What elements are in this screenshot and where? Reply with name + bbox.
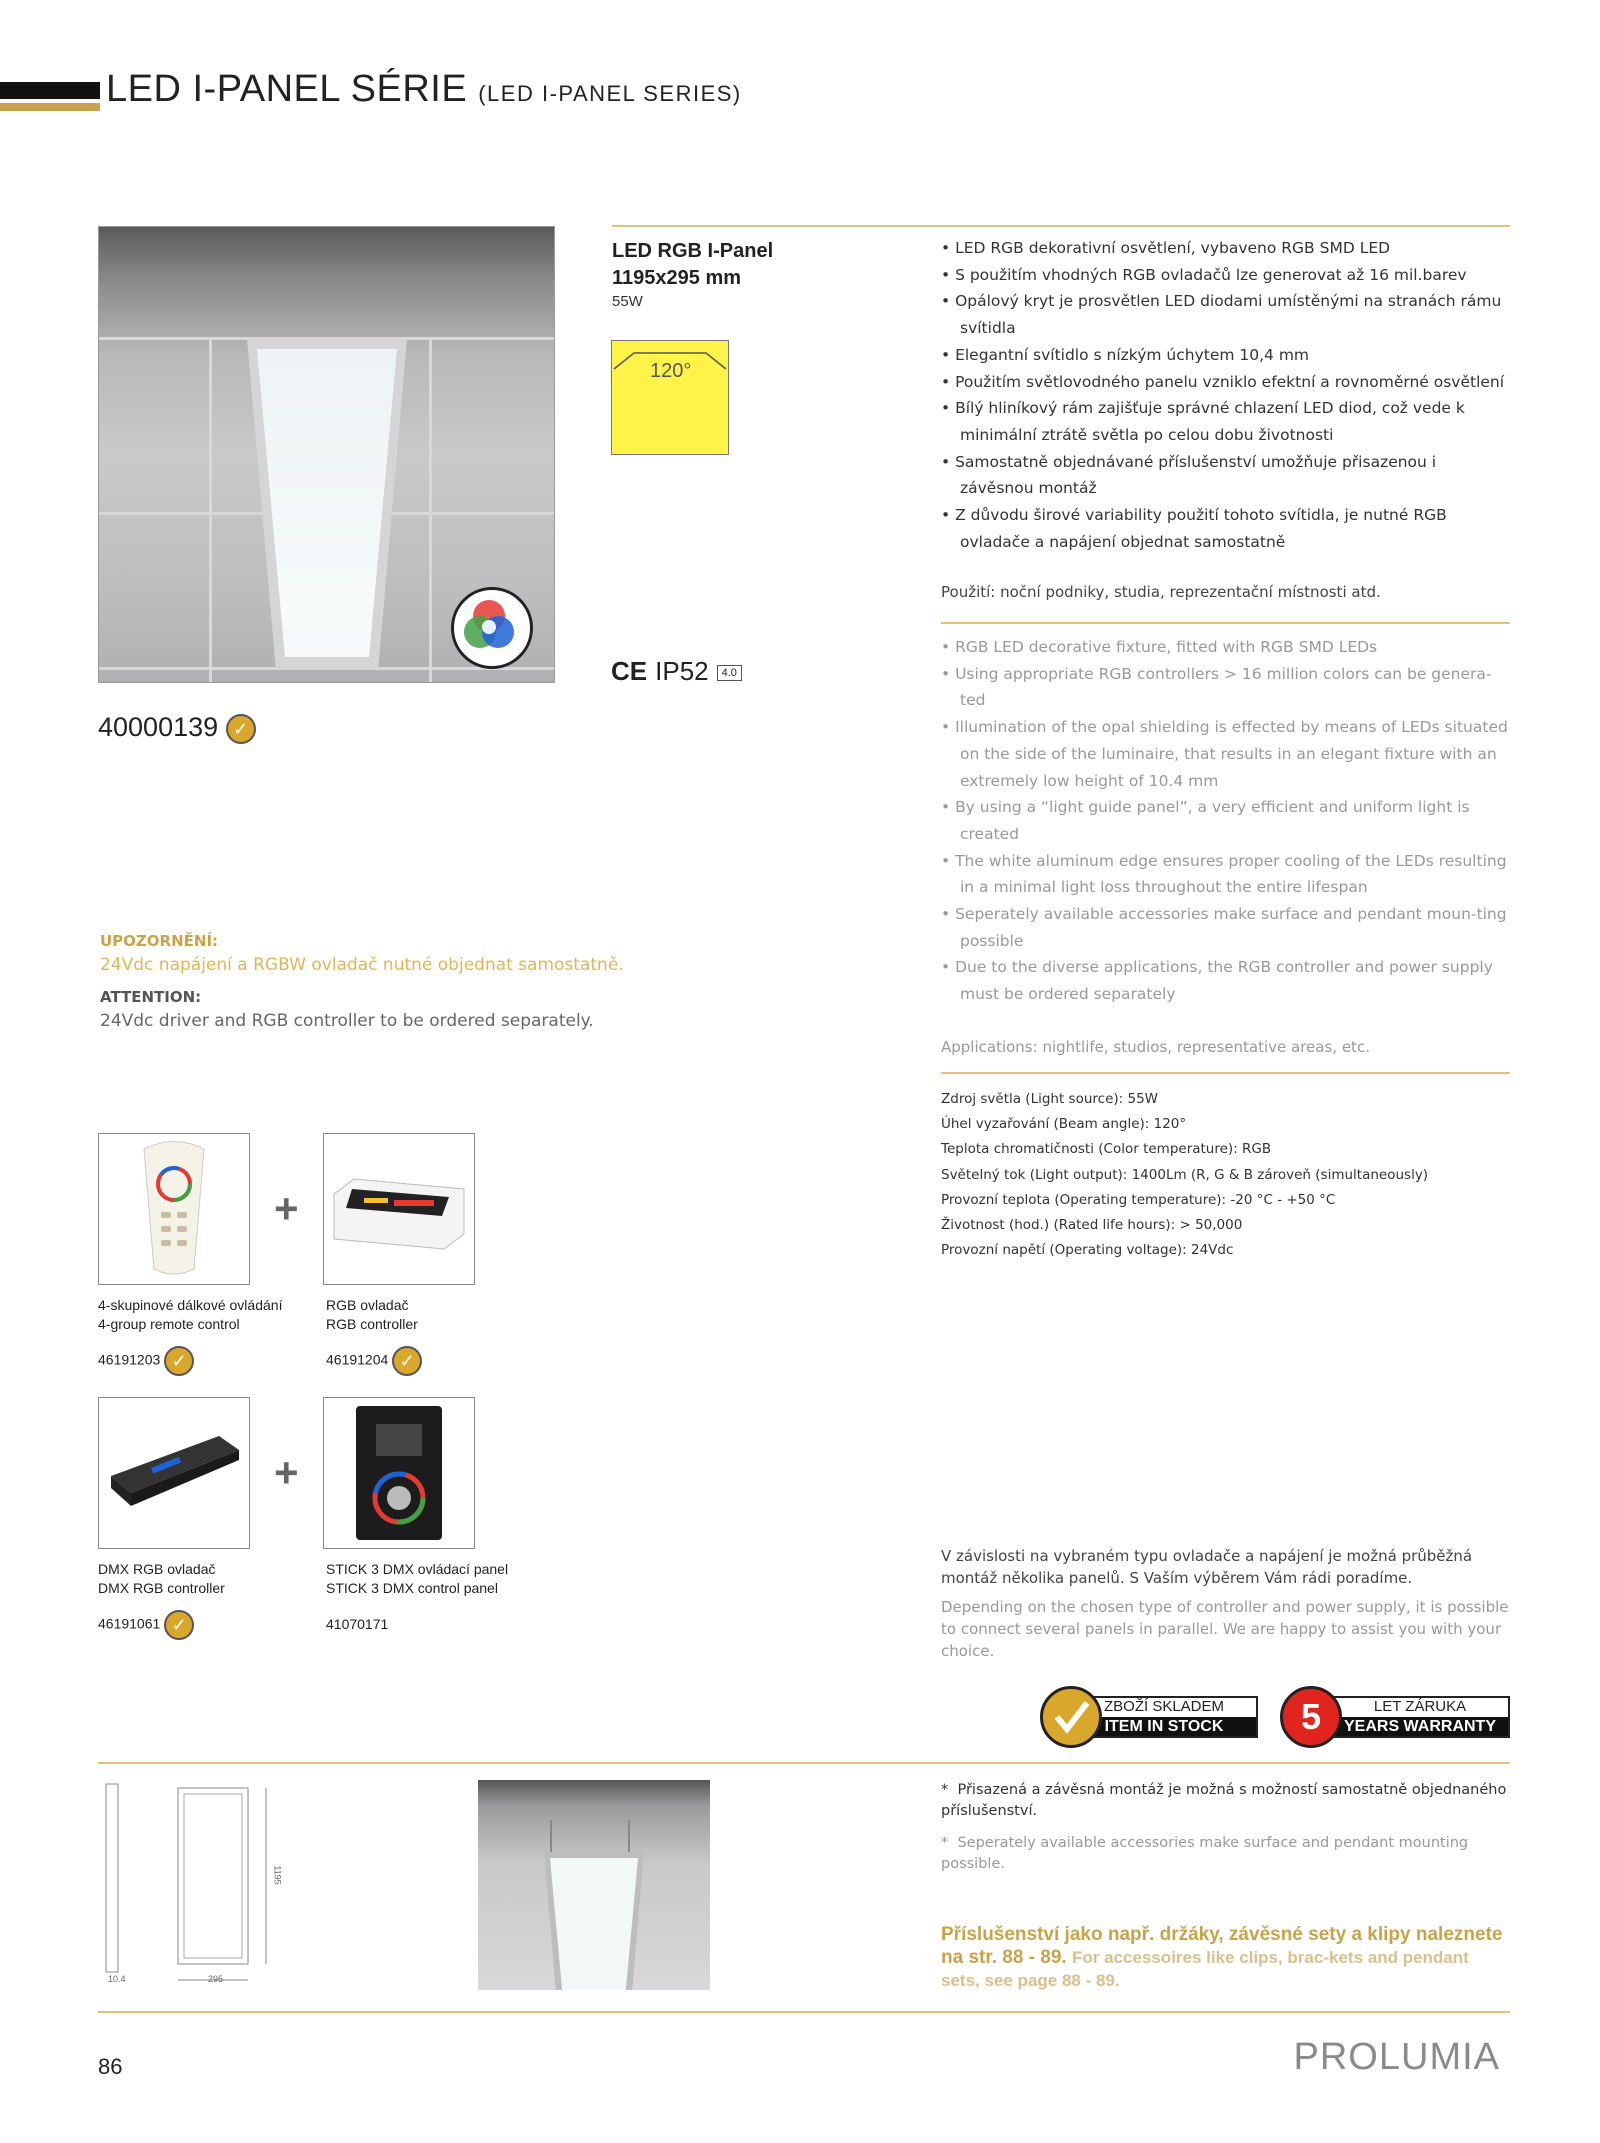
product-name	[612, 238, 773, 292]
warranty-badge-en: YEARS WARRANTY	[1332, 1717, 1508, 1736]
ip-rating: IP52	[655, 656, 709, 686]
feature-en: • Using appropriate RGB controllers > 16 million colors can be genera-ted	[941, 664, 1492, 710]
mount-note-cz: * Přisazená a závěsná montáž je možná s možností samostatně objednaného příslušenství.	[941, 1782, 1507, 1819]
accessory-label-dmx-controller: DMX RGB ovladač DMX RGB controller	[98, 1561, 225, 1596]
pendant-photo	[478, 1780, 710, 1990]
dmx-controller-image	[98, 1397, 250, 1549]
feature-en: • Illumination of the opal shielding is effected by means of LEDs situated on the side of the luminaire, that results in an elegant fixture with an extremely low height of 10.4 mm	[941, 718, 1508, 790]
beam-angle-label: 120°	[650, 360, 692, 382]
spec-item: Zdroj světla (Light source): 55W	[941, 1091, 1159, 1107]
divider-top	[612, 225, 1510, 227]
in-stock-check-icon: ✓	[164, 1346, 194, 1376]
spec-item: Úhel vyzařování (Beam angle): 120°	[941, 1116, 1187, 1133]
check-icon	[1040, 1686, 1102, 1748]
spec-list	[941, 1087, 1428, 1263]
features-en-list	[941, 634, 1511, 1008]
usage-cz: Použití: noční podniky, studia, reprezentační místnosti atd.	[941, 583, 1381, 601]
accessory-reference: Příslušenství jako např. držáky, závěsné sety a klipy naleznete na str. 88 - 89. For accessoires like clips, brac-kets and pendant sets, see page 88 - 89.	[941, 1924, 1503, 1990]
rgb-icon	[451, 587, 533, 669]
rgb-controller-image	[323, 1133, 475, 1285]
in-stock-badge-cz: ZBOŽÍ SKLADEM	[1103, 1698, 1225, 1715]
beam-angle-box	[611, 340, 729, 455]
feature-en: • Seperately available accessories make surface and pendant moun-ting possible	[941, 905, 1507, 950]
product-power: 55W	[612, 293, 643, 310]
header-bar-gold	[0, 103, 100, 111]
remote-control-image	[98, 1133, 250, 1285]
warning-text-cz: 24Vdc napájení a RGBW ovladač nutné objednat samostatně.	[100, 955, 624, 975]
warranty-badge	[1280, 1686, 1510, 1746]
in-stock-badge	[1040, 1686, 1258, 1746]
spec-item: Provozní napětí (Operating voltage): 24Vdc	[941, 1242, 1234, 1259]
feature-en: • The white aluminum edge ensures proper cooling of the LEDs resulting in a minimal light loss throughout the entire lifespan	[941, 851, 1507, 897]
feature-cz: • LED RGB dekorativní osvětlení, vybaveno RGB SMD LED	[941, 239, 1391, 257]
feature-cz: • Bílý hliníkový rám zajišťuje správné chlazení LED diod, což vede k minimální ztrátě světla po celou dobu životnosti	[941, 399, 1465, 444]
impact-rating-icon: 4.0	[717, 665, 742, 681]
accessory-code-dmx-controller: 46191061 ✓	[98, 1610, 194, 1640]
accessory-label-rgb-controller: RGB ovladač RGB controller	[326, 1297, 418, 1332]
parallel-note-cz: V závislosti na vybraném typu ovladače a napájení je možná průběžná montáž několika panelů. S Vaším výběrem Vám rádi poradíme.	[941, 1547, 1473, 1587]
ce-mark: CE	[611, 656, 648, 686]
product-photo	[98, 226, 555, 683]
page-number: 86	[98, 2054, 123, 2079]
product-name-label: LED RGB I-Panel	[612, 240, 774, 262]
drawing-width-label: 295	[208, 1974, 224, 1984]
feature-en: • Due to the diverse applications, the RGB controller and power supply must be ordered separately	[941, 958, 1493, 1004]
plus-icon: +	[274, 1449, 299, 1496]
certifications	[611, 656, 742, 687]
product-size: 1195x295 mm	[612, 267, 742, 289]
feature-en: • By using a “light guide panel”, a very efficient and uniform light is created	[941, 798, 1470, 843]
divider-2	[941, 1072, 1510, 1074]
technical-drawing	[98, 1780, 288, 1990]
mount-note-en: * Seperately available accessories make surface and pendant mounting possible.	[941, 1835, 1469, 1872]
warning-text-en: 24Vdc driver and RGB controller to be ordered separately.	[100, 1011, 594, 1031]
accessory-code-remote: 46191203 ✓	[98, 1346, 194, 1376]
page-title: LED I-PANEL SÉRIE (LED I-PANEL SERIES)	[106, 68, 742, 110]
feature-cz: • Z důvodu širové variability použití tohoto svítidla, je nutné RGB ovladače a napájení objednat samostatně	[941, 506, 1447, 551]
stick-panel-image	[323, 1397, 475, 1549]
feature-en: • RGB LED decorative fixture, fitted with RGB SMD LEDs	[941, 638, 1378, 656]
feature-cz: • Samostatně objednávané příslušenství umožňuje přisazenou i závěsnou montáž	[941, 452, 1437, 498]
in-stock-check-icon: ✓	[164, 1610, 194, 1640]
product-code: 40000139 ✓	[98, 712, 256, 744]
features-cz-list	[941, 235, 1511, 555]
accessory-code-rgb-controller: 46191204 ✓	[326, 1346, 422, 1376]
in-stock-check-icon: ✓	[392, 1346, 422, 1376]
accessory-code-stick-panel: 41070171	[326, 1616, 389, 1632]
in-stock-check-icon: ✓	[226, 714, 256, 744]
header-bar-black	[0, 82, 100, 99]
plus-icon: +	[274, 1185, 299, 1232]
in-stock-badge-en: ITEM IN STOCK	[1072, 1717, 1256, 1736]
divider-bottom	[98, 2011, 1510, 2013]
spec-item: Teplota chromatičnosti (Color temperature): RGB	[941, 1141, 1272, 1158]
spec-item: Světelný tok (Light output): 1400Lm (R, G & B zároveň (simultaneously)	[941, 1166, 1429, 1183]
parallel-note-en: Depending on the chosen type of controller and power supply, it is possible to connect several panels in parallel. We are happy to assist you with your choice.	[941, 1598, 1509, 1660]
accessory-label-stick-panel: STICK 3 DMX ovládací panel STICK 3 DMX control panel	[326, 1561, 509, 1596]
warranty-badge-cz: LET ZÁRUKA	[1373, 1698, 1467, 1715]
brand-logo: PROLUMIA	[1293, 2036, 1500, 2078]
warranty-years-icon: 5	[1280, 1686, 1342, 1748]
divider-1	[941, 622, 1510, 624]
accessory-label-remote: 4-skupinové dálkové ovládání 4-group remote control	[98, 1297, 283, 1332]
feature-cz: • S použitím vhodných RGB ovladačů lze generovat až 16 mil.barev	[941, 265, 1467, 284]
warning-title-cz: UPOZORNĚNÍ:	[100, 932, 219, 950]
usage-en: Applications: nightlife, studios, representative areas, etc.	[941, 1038, 1370, 1056]
drawing-height-label: 1195	[272, 1865, 283, 1885]
page-subtitle: (LED I-PANEL SERIES)	[478, 81, 742, 106]
warning-title-en: ATTENTION:	[100, 988, 202, 1006]
feature-cz: • Opálový kryt je prosvětlen LED diodami umístěnými na stranách rámu svítidla	[941, 292, 1502, 338]
drawing-depth-label: 10.4	[108, 1974, 126, 1984]
divider-3	[98, 1762, 1510, 1764]
spec-item: Životnost (hod.) (Rated life hours): > 50,000	[941, 1217, 1243, 1234]
spec-item: Provozní teplota (Operating temperature): -20 °C - +50 °C	[941, 1191, 1336, 1208]
feature-cz: • Elegantní svítidlo s nízkým úchytem 10,4 mm	[941, 345, 1310, 364]
feature-cz: • Použitím světlovodného panelu vzniklo efektní a rovnoměrné osvětlení	[941, 372, 1505, 391]
